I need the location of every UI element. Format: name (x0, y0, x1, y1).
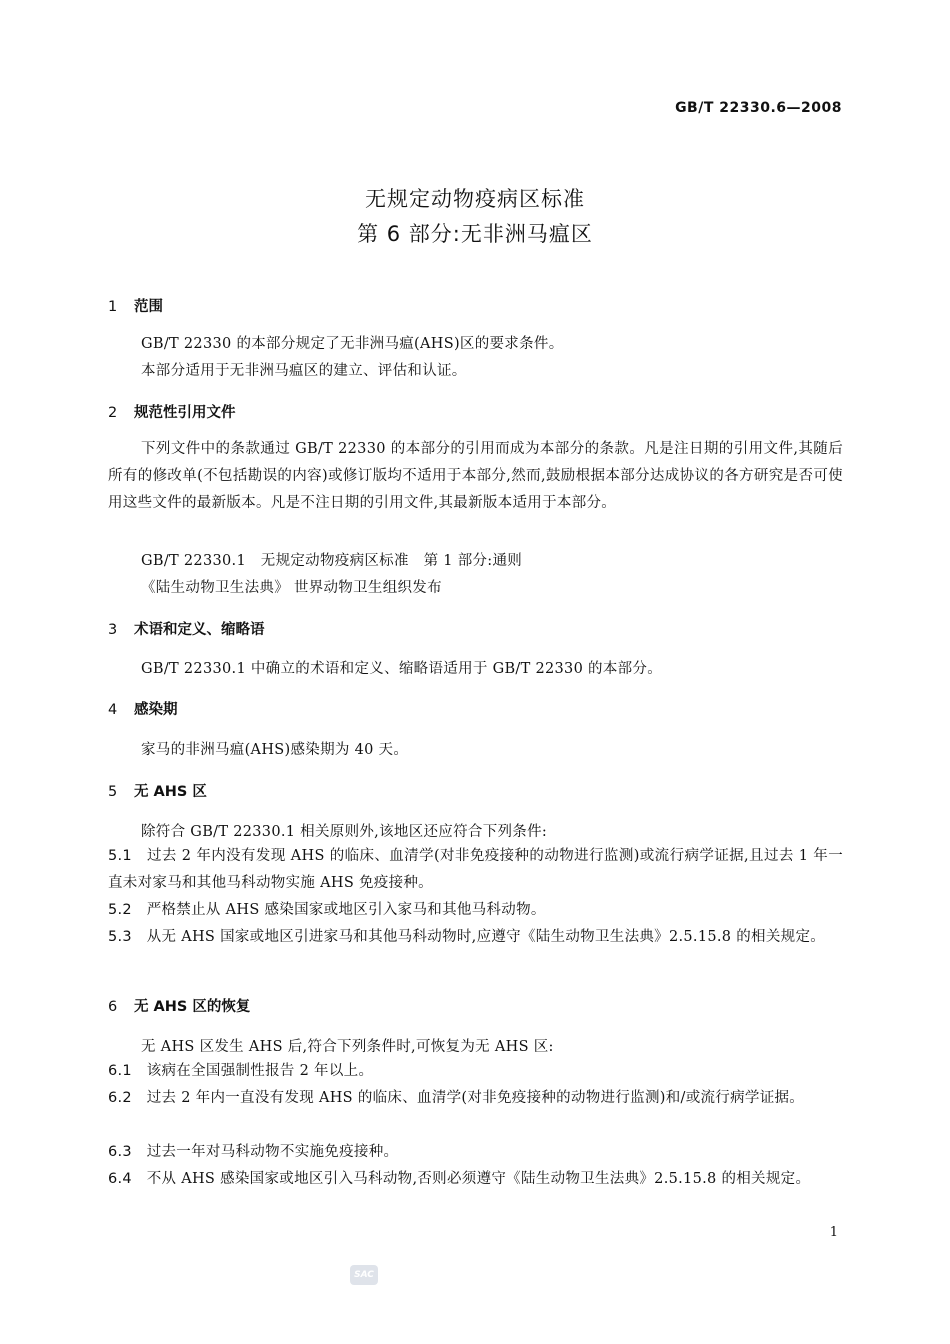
paragraph: GB/T 22330.1 中确立的术语和定义、缩略语适用于 GB/T 22330 的本部分。 (141, 661, 663, 677)
document-subtitle: 第 6 部分:无非洲马瘟区 (357, 222, 593, 246)
page-number: 1 (829, 1225, 838, 1240)
clause-text: 过去一年对马科动物不实施免疫接种。 (146, 1144, 399, 1160)
sac-logo: SAC (350, 1265, 378, 1285)
section-title: 感染期 (134, 702, 178, 718)
section-number: 3 (108, 622, 118, 638)
section-number: 6 (108, 999, 118, 1015)
normative-reference: GB/T 22330.1 无规定动物疫病区标准 第 1 部分:通则 (141, 553, 523, 569)
section-number: 1 (108, 299, 118, 315)
section-title: 术语和定义、缩略语 (134, 622, 265, 638)
clause-text: 从无 AHS 国家或地区引进家马和其他马科动物时,应遵守《陆生动物卫生法典》2.5.15.8 的相关规定。 (146, 929, 826, 945)
clause-number: 6.3 (108, 1144, 132, 1160)
clause-5-1 (108, 843, 843, 897)
paragraph: 除符合 GB/T 22330.1 相关原则外,该地区还应符合下列条件: (141, 824, 548, 840)
section-heading-6 (108, 995, 250, 1016)
document-title: 无规定动物疫病区标准 (365, 187, 585, 211)
paragraph: 无 AHS 区发生 AHS 后,符合下列条件时,可恢复为无 AHS 区: (141, 1039, 554, 1055)
section-heading-5 (108, 780, 207, 801)
clause-6-3 (108, 1139, 843, 1166)
standard-code: GB/T 22330.6—2008 (675, 100, 842, 116)
clause-6-1 (108, 1058, 843, 1085)
clause-number: 6.1 (108, 1063, 132, 1079)
clause-number: 5.2 (108, 902, 132, 918)
clause-number: 5.1 (108, 848, 132, 864)
section-heading-2 (108, 401, 236, 422)
paragraph: 下列文件中的条款通过 GB/T 22330 的本部分的引用而成为本部分的条款。凡是注日期的引用文件,其随后所有的修改单(不包括勘误的内容)或修订版均不适用于本部分,然而,鼓励根据本部分达成协议的各方研究是否可使用这些文件的最新版本。凡是不注日期的引用文件,其最新版本适用于本部分。 (108, 441, 843, 511)
clause-text: 过去 2 年内没有发现 AHS 的临床、血清学(对非免疫接种的动物进行监测)或流行病学证据,且过去 1 年一直未对家马和其他马科动物实施 AHS 免疫接种。 (108, 848, 843, 891)
clause-text: 过去 2 年内一直没有发现 AHS 的临床、血清学(对非免疫接种的动物进行监测)和/或流行病学证据。 (146, 1090, 805, 1106)
section-heading-3 (108, 618, 265, 639)
clause-number: 5.3 (108, 929, 132, 945)
clause-number: 6.2 (108, 1090, 132, 1106)
clause-5-3 (108, 924, 843, 951)
paragraph: 本部分适用于无非洲马瘟区的建立、评估和认证。 (141, 363, 467, 379)
clause-number: 6.4 (108, 1171, 132, 1187)
clause-text: 严格禁止从 AHS 感染国家或地区引入家马和其他马科动物。 (146, 902, 546, 918)
section-number: 5 (108, 784, 118, 800)
section-title: 范围 (134, 299, 163, 315)
normative-reference: 《陆生动物卫生法典》 世界动物卫生组织发布 (141, 580, 442, 596)
section-title: 无 AHS 区 (134, 784, 207, 800)
clause-text: 该病在全国强制性报告 2 年以上。 (146, 1063, 374, 1079)
clause-text: 不从 AHS 感染国家或地区引入马科动物,否则必须遵守《陆生动物卫生法典》2.5.15.8 的相关规定。 (146, 1171, 811, 1187)
section-title: 无 AHS 区的恢复 (134, 999, 251, 1015)
section-heading-1 (108, 295, 163, 316)
section-number: 2 (108, 405, 118, 421)
clause-5-2 (108, 897, 843, 924)
section-title: 规范性引用文件 (134, 405, 236, 421)
clause-6-4 (108, 1166, 843, 1193)
paragraph: GB/T 22330 的本部分规定了无非洲马瘟(AHS)区的要求条件。 (141, 336, 564, 352)
clause-6-2 (108, 1085, 843, 1112)
section-heading-4 (108, 698, 178, 719)
section-number: 4 (108, 702, 118, 718)
paragraph: 家马的非洲马瘟(AHS)感染期为 40 天。 (141, 742, 409, 758)
